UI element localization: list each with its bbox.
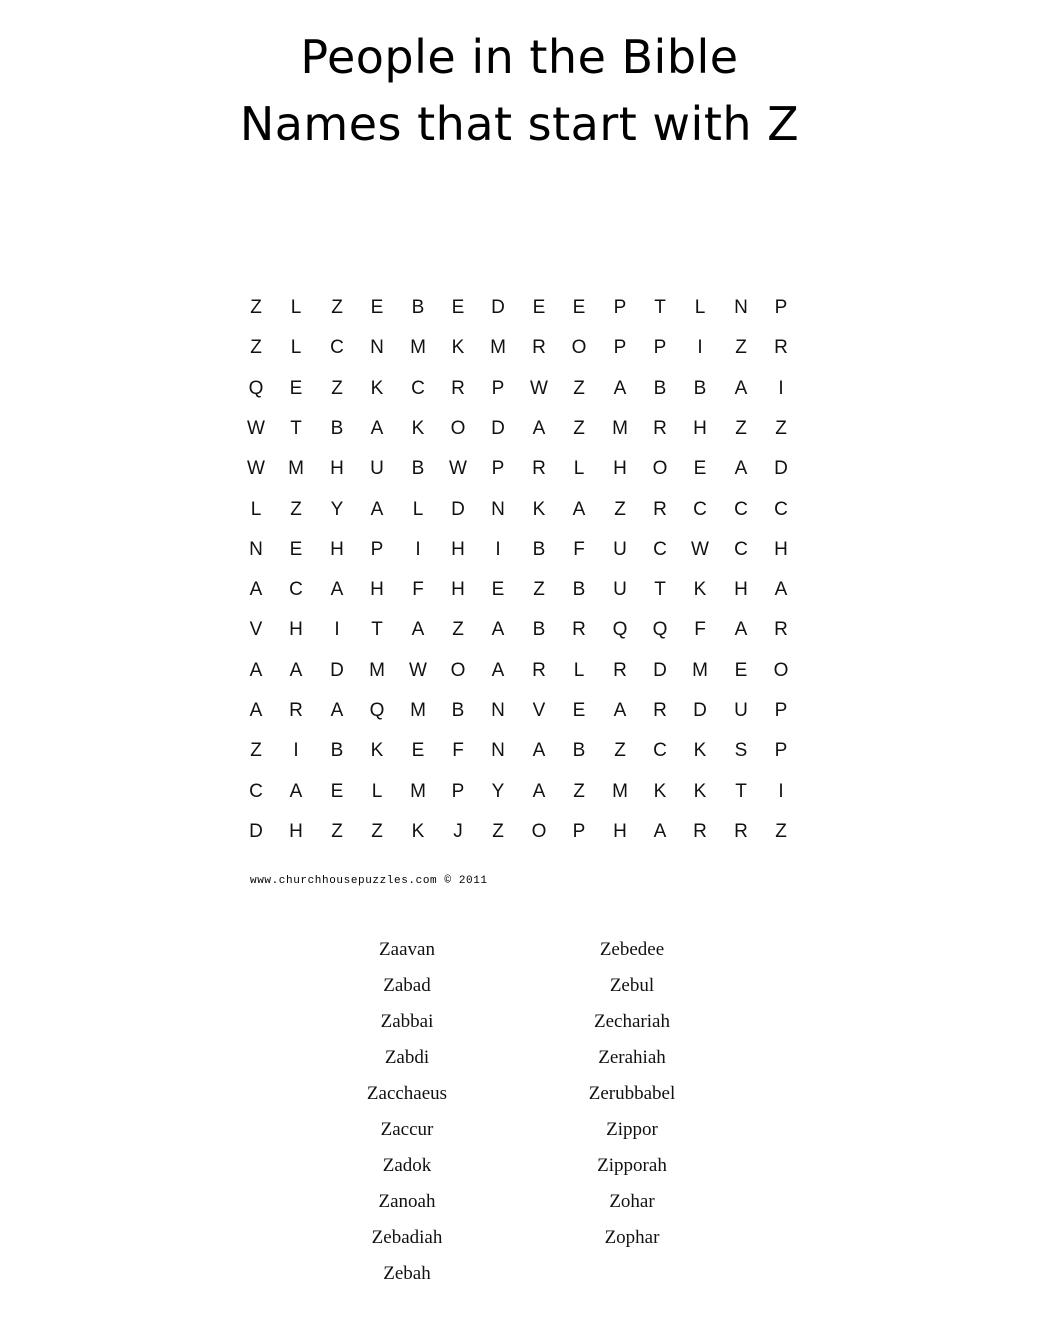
grid-cell[interactable]: Q bbox=[652, 619, 668, 640]
grid-cell[interactable]: Z bbox=[735, 337, 747, 358]
grid-cell[interactable]: H bbox=[289, 619, 303, 640]
grid-cell[interactable]: P bbox=[774, 700, 788, 721]
grid-cell[interactable]: E bbox=[289, 539, 303, 560]
word-list-item: Zerubbabel bbox=[588, 1083, 676, 1104]
grid-cell[interactable]: A bbox=[532, 418, 546, 439]
grid-cell[interactable]: I bbox=[697, 337, 703, 358]
word-list-item: Zabad bbox=[383, 975, 431, 996]
grid-cell[interactable]: B bbox=[411, 458, 425, 479]
grid-cell[interactable]: P bbox=[613, 297, 627, 318]
grid-cell[interactable]: A bbox=[532, 781, 546, 802]
grid-cell[interactable]: A bbox=[491, 660, 505, 681]
grid-cell[interactable]: H bbox=[370, 579, 384, 600]
word-list-item: Zohar bbox=[609, 1191, 655, 1212]
grid-cell[interactable]: N bbox=[370, 337, 384, 358]
grid-cell[interactable]: E bbox=[734, 660, 748, 681]
grid-cell[interactable]: A bbox=[330, 700, 344, 721]
grid-cell[interactable]: A bbox=[653, 821, 667, 842]
grid-cell[interactable]: P bbox=[774, 740, 788, 761]
grid-cell[interactable]: O bbox=[531, 821, 547, 842]
grid-cell[interactable]: D bbox=[451, 499, 465, 520]
grid-cell[interactable]: K bbox=[653, 781, 667, 802]
grid-cell[interactable]: L bbox=[573, 660, 585, 681]
grid-cell[interactable]: Z bbox=[735, 418, 747, 439]
letter-grid bbox=[236, 288, 803, 854]
grid-cell[interactable]: E bbox=[693, 458, 707, 479]
grid-cell[interactable]: D bbox=[693, 700, 707, 721]
grid-cell[interactable]: U bbox=[613, 579, 627, 600]
grid-cell[interactable]: A bbox=[289, 660, 303, 681]
grid-cell[interactable]: P bbox=[653, 337, 667, 358]
grid-cell[interactable]: D bbox=[330, 660, 344, 681]
grid-cell[interactable]: N bbox=[249, 539, 263, 560]
grid-cell[interactable]: R bbox=[653, 700, 667, 721]
grid-cell[interactable]: P bbox=[370, 539, 384, 560]
grid-cell[interactable]: H bbox=[734, 579, 748, 600]
grid-cell[interactable]: L bbox=[250, 499, 262, 520]
grid-cell[interactable]: F bbox=[412, 579, 424, 600]
grid-cell[interactable]: K bbox=[370, 378, 384, 399]
word-list-item: Zanoah bbox=[378, 1191, 436, 1212]
grid-cell[interactable]: A bbox=[411, 619, 425, 640]
grid-cell[interactable]: Z bbox=[573, 418, 585, 439]
puzzle-title-line-2: Names that start with Z bbox=[239, 97, 800, 151]
grid-cell[interactable]: Y bbox=[491, 781, 505, 802]
grid-cell[interactable]: E bbox=[289, 378, 303, 399]
grid-cell[interactable]: O bbox=[450, 418, 466, 439]
grid-cell[interactable]: D bbox=[491, 297, 505, 318]
grid-cell[interactable]: H bbox=[693, 418, 707, 439]
grid-cell[interactable]: H bbox=[613, 458, 627, 479]
grid-cell[interactable]: K bbox=[370, 740, 384, 761]
puzzle-title-line-1: People in the Bible bbox=[300, 30, 739, 84]
word-list-item: Zebadiah bbox=[371, 1227, 443, 1248]
grid-cell[interactable]: W bbox=[691, 539, 709, 560]
grid-cell[interactable]: Z bbox=[614, 499, 626, 520]
grid-cell[interactable]: K bbox=[532, 499, 546, 520]
grid-cell[interactable]: E bbox=[532, 297, 546, 318]
grid-cell[interactable]: B bbox=[572, 579, 586, 600]
grid-cell[interactable]: R bbox=[532, 458, 546, 479]
grid-cell[interactable]: C bbox=[734, 539, 748, 560]
word-list-item: Zabbai bbox=[380, 1011, 434, 1032]
grid-cell[interactable]: Z bbox=[775, 418, 787, 439]
grid-cell[interactable]: L bbox=[573, 458, 585, 479]
grid-cell[interactable]: E bbox=[572, 297, 586, 318]
grid-cell[interactable]: M bbox=[692, 660, 708, 681]
grid-cell[interactable]: M bbox=[410, 337, 426, 358]
grid-cell[interactable]: Q bbox=[369, 700, 385, 721]
grid-cell[interactable]: R bbox=[693, 821, 707, 842]
grid-cell[interactable]: P bbox=[491, 458, 505, 479]
grid-cell[interactable]: U bbox=[613, 539, 627, 560]
grid-cell[interactable]: H bbox=[289, 821, 303, 842]
grid-cell[interactable]: Z bbox=[331, 297, 343, 318]
grid-cell[interactable]: V bbox=[249, 619, 263, 640]
word-list-item: Zechariah bbox=[594, 1011, 670, 1032]
grid-cell[interactable]: A bbox=[734, 458, 748, 479]
grid-cell[interactable]: D bbox=[491, 418, 505, 439]
grid-cell[interactable]: K bbox=[693, 781, 707, 802]
word-list-right-column bbox=[532, 938, 732, 1262]
grid-cell[interactable]: B bbox=[653, 378, 667, 399]
grid-cell[interactable]: N bbox=[491, 499, 505, 520]
grid-cell[interactable]: H bbox=[451, 579, 465, 600]
grid-cell[interactable]: V bbox=[532, 700, 546, 721]
grid-cell[interactable]: A bbox=[572, 499, 586, 520]
grid-cell[interactable]: J bbox=[453, 821, 463, 842]
grid-cell[interactable]: Q bbox=[612, 619, 628, 640]
grid-cell[interactable]: W bbox=[530, 378, 548, 399]
grid-cell[interactable]: H bbox=[451, 539, 465, 560]
grid-cell[interactable]: Z bbox=[533, 579, 545, 600]
grid-cell[interactable]: I bbox=[334, 619, 340, 640]
word-list-item: Zaccur bbox=[380, 1119, 434, 1140]
grid-cell[interactable]: T bbox=[654, 579, 666, 600]
grid-cell[interactable]: A bbox=[491, 619, 505, 640]
grid-cell[interactable]: Z bbox=[250, 740, 262, 761]
grid-cell[interactable]: Z bbox=[250, 337, 262, 358]
word-list-item: Zophar bbox=[604, 1227, 660, 1248]
grid-cell[interactable]: A bbox=[249, 579, 263, 600]
grid-cell[interactable]: M bbox=[490, 337, 506, 358]
grid-cell[interactable]: H bbox=[330, 539, 344, 560]
grid-cell[interactable]: M bbox=[612, 418, 628, 439]
grid-cell[interactable]: E bbox=[572, 700, 586, 721]
word-list-item: Zadok bbox=[382, 1155, 432, 1176]
grid-cell[interactable]: C bbox=[411, 378, 425, 399]
grid-cell[interactable]: C bbox=[774, 499, 788, 520]
word-list-left-column bbox=[307, 938, 507, 1298]
grid-cell[interactable]: C bbox=[734, 499, 748, 520]
grid-cell[interactable]: O bbox=[652, 458, 668, 479]
grid-cell[interactable]: L bbox=[290, 297, 302, 318]
grid-cell[interactable]: M bbox=[612, 781, 628, 802]
grid-cell[interactable]: R bbox=[572, 619, 586, 640]
grid-cell[interactable]: C bbox=[289, 579, 303, 600]
grid-cell[interactable]: A bbox=[734, 619, 748, 640]
grid-cell[interactable]: A bbox=[734, 378, 748, 399]
grid-cell[interactable]: B bbox=[330, 418, 344, 439]
grid-cell[interactable]: W bbox=[247, 458, 265, 479]
grid-cell[interactable]: W bbox=[247, 418, 265, 439]
grid-cell[interactable]: A bbox=[289, 781, 303, 802]
grid-cell[interactable]: E bbox=[370, 297, 384, 318]
grid-cell[interactable]: H bbox=[613, 821, 627, 842]
grid-cell[interactable]: B bbox=[330, 740, 344, 761]
grid-cell[interactable]: Q bbox=[248, 378, 264, 399]
grid-cell[interactable]: P bbox=[774, 297, 788, 318]
grid-cell[interactable]: Z bbox=[614, 740, 626, 761]
grid-cell[interactable]: E bbox=[451, 297, 465, 318]
grid-cell[interactable]: A bbox=[613, 378, 627, 399]
grid-cell[interactable]: O bbox=[571, 337, 587, 358]
grid-cell[interactable]: W bbox=[449, 458, 467, 479]
grid-cell[interactable]: K bbox=[693, 579, 707, 600]
grid-cell[interactable]: P bbox=[572, 821, 586, 842]
grid-cell[interactable]: Z bbox=[331, 821, 343, 842]
grid-cell[interactable]: A bbox=[613, 700, 627, 721]
grid-cell[interactable]: Z bbox=[250, 297, 262, 318]
grid-cell[interactable]: E bbox=[330, 781, 344, 802]
grid-cell[interactable]: T bbox=[735, 781, 747, 802]
grid-cell[interactable]: C bbox=[653, 539, 667, 560]
word-list-item: Zacchaeus bbox=[366, 1083, 448, 1104]
grid-cell[interactable]: W bbox=[409, 660, 427, 681]
grid-cell[interactable]: I bbox=[778, 781, 784, 802]
grid-cell[interactable]: K bbox=[451, 337, 465, 358]
grid-cell[interactable]: R bbox=[289, 700, 303, 721]
grid-cell[interactable]: B bbox=[451, 700, 465, 721]
grid-cell[interactable]: I bbox=[495, 539, 501, 560]
grid-cell[interactable]: Z bbox=[573, 378, 585, 399]
grid-cell[interactable]: R bbox=[734, 821, 748, 842]
grid-cell[interactable]: R bbox=[653, 418, 667, 439]
grid-cell[interactable]: L bbox=[371, 781, 383, 802]
grid-cell[interactable]: T bbox=[654, 297, 666, 318]
grid-cell[interactable]: N bbox=[491, 700, 505, 721]
word-list-item: Zabdi bbox=[384, 1047, 430, 1068]
grid-cell[interactable]: B bbox=[572, 740, 586, 761]
grid-cell[interactable]: M bbox=[410, 700, 426, 721]
grid-cell[interactable]: Y bbox=[330, 499, 344, 520]
grid-cell[interactable]: P bbox=[491, 378, 505, 399]
grid-cell[interactable]: B bbox=[532, 619, 546, 640]
grid-cell[interactable]: Z bbox=[331, 378, 343, 399]
grid-cell[interactable]: A bbox=[532, 740, 546, 761]
grid-cell[interactable]: B bbox=[532, 539, 546, 560]
grid-cell[interactable]: A bbox=[249, 700, 263, 721]
grid-cell[interactable]: M bbox=[410, 781, 426, 802]
grid-cell[interactable]: I bbox=[293, 740, 299, 761]
word-list-item: Zaavan bbox=[379, 939, 435, 960]
grid-cell[interactable]: Z bbox=[452, 619, 464, 640]
word-list-item: Zebul bbox=[609, 975, 655, 996]
copyright-credit: www.churchhousepuzzles.com © 2011 bbox=[250, 875, 488, 887]
grid-cell[interactable]: T bbox=[290, 418, 302, 439]
grid-cell[interactable]: N bbox=[491, 740, 505, 761]
grid-cell[interactable]: R bbox=[613, 660, 627, 681]
grid-cell[interactable]: R bbox=[774, 619, 788, 640]
grid-cell[interactable]: R bbox=[532, 660, 546, 681]
grid-cell[interactable]: N bbox=[734, 297, 748, 318]
grid-cell[interactable]: A bbox=[370, 418, 384, 439]
grid-cell[interactable]: R bbox=[774, 337, 788, 358]
grid-cell[interactable]: A bbox=[249, 660, 263, 681]
grid-cell[interactable]: K bbox=[411, 418, 425, 439]
grid-cell[interactable]: C bbox=[330, 337, 344, 358]
grid-cell[interactable]: D bbox=[774, 458, 788, 479]
grid-cell[interactable]: K bbox=[411, 821, 425, 842]
grid-cell[interactable]: Z bbox=[573, 781, 585, 802]
grid-cell[interactable]: P bbox=[451, 781, 465, 802]
grid-cell[interactable]: I bbox=[778, 378, 784, 399]
grid-cell[interactable]: T bbox=[371, 619, 383, 640]
grid-cell[interactable]: Z bbox=[290, 499, 302, 520]
grid-cell[interactable]: C bbox=[249, 781, 263, 802]
grid-cell[interactable]: H bbox=[330, 458, 344, 479]
grid-cell[interactable]: R bbox=[532, 337, 546, 358]
grid-cell[interactable]: O bbox=[450, 660, 466, 681]
grid-cell[interactable]: C bbox=[653, 740, 667, 761]
word-list-item: Zippor bbox=[606, 1119, 658, 1140]
grid-cell[interactable]: A bbox=[370, 499, 384, 520]
grid-cell[interactable]: O bbox=[773, 660, 789, 681]
grid-cell[interactable]: I bbox=[415, 539, 421, 560]
grid-cell[interactable]: R bbox=[451, 378, 465, 399]
grid-cell[interactable]: K bbox=[693, 740, 707, 761]
grid-cell[interactable]: M bbox=[369, 660, 385, 681]
grid-cell[interactable]: Z bbox=[775, 821, 787, 842]
grid-cell[interactable]: U bbox=[370, 458, 384, 479]
grid-cell[interactable]: A bbox=[330, 579, 344, 600]
grid-cell[interactable]: L bbox=[694, 297, 706, 318]
word-list-item: Zerahiah bbox=[598, 1047, 666, 1068]
grid-cell[interactable]: C bbox=[693, 499, 707, 520]
word-list-item: Zebedee bbox=[599, 939, 665, 960]
grid-cell[interactable]: L bbox=[412, 499, 424, 520]
grid-cell[interactable]: R bbox=[653, 499, 667, 520]
grid-cell[interactable]: F bbox=[573, 539, 585, 560]
grid-cell[interactable]: D bbox=[249, 821, 263, 842]
grid-cell[interactable]: B bbox=[411, 297, 425, 318]
grid-cell[interactable]: B bbox=[693, 378, 707, 399]
grid-cell[interactable]: M bbox=[288, 458, 304, 479]
grid-cell[interactable]: Z bbox=[492, 821, 504, 842]
word-list-item: Zipporah bbox=[597, 1155, 667, 1176]
grid-cell[interactable]: E bbox=[491, 579, 505, 600]
grid-cell[interactable]: L bbox=[290, 337, 302, 358]
grid-cell[interactable]: H bbox=[774, 539, 788, 560]
grid-cell[interactable]: F bbox=[452, 740, 464, 761]
grid-cell[interactable]: S bbox=[734, 740, 748, 761]
grid-cell[interactable]: D bbox=[653, 660, 667, 681]
grid-cell[interactable]: F bbox=[694, 619, 706, 640]
grid-cell[interactable]: E bbox=[411, 740, 425, 761]
word-list-item: Zebah bbox=[383, 1263, 431, 1284]
grid-cell[interactable]: Z bbox=[371, 821, 383, 842]
grid-cell[interactable]: A bbox=[774, 579, 788, 600]
grid-cell[interactable]: P bbox=[613, 337, 627, 358]
grid-cell[interactable]: U bbox=[734, 700, 748, 721]
